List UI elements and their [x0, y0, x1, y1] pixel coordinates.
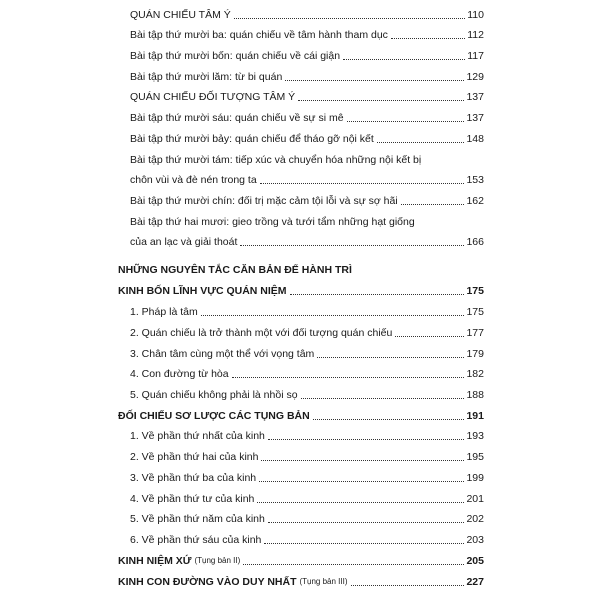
- toc-entry-text: Bài tập thứ mười lăm: từ bi quán: [130, 71, 283, 83]
- toc-entry: [118, 306, 484, 318]
- toc-page-number: 191: [466, 410, 484, 422]
- leader-dots: [261, 460, 464, 461]
- leader-dots: [268, 439, 465, 440]
- toc-section-heading: [118, 410, 484, 422]
- leader-dots: [290, 294, 465, 295]
- toc-entry: [118, 493, 484, 505]
- leader-dots: [395, 336, 464, 337]
- toc-page-number: 162: [466, 195, 484, 207]
- leader-dots: [301, 398, 465, 399]
- toc-page-number: 137: [466, 112, 484, 124]
- toc-page-number: 182: [466, 368, 484, 380]
- leader-dots: [285, 80, 464, 81]
- toc-entry-text: QUÁN CHIẾU TÂM Ý: [130, 9, 231, 21]
- toc-page-number: 195: [466, 451, 484, 463]
- toc-entry-text-line1: Bài tập thứ mười tám: tiếp xúc và chuyển hóa những nội kết bị: [130, 154, 422, 166]
- leader-dots: [313, 419, 465, 420]
- toc-heading-note: (Tụng bản III): [299, 577, 348, 586]
- toc-entry-text: 4. Về phần thứ tư của kinh: [130, 493, 255, 505]
- toc-page-number: 193: [466, 430, 484, 442]
- toc-entry-text: Bài tập thứ mười sáu: quán chiếu về sự si mê: [130, 112, 344, 124]
- toc-entry-text: 5. Về phần thứ năm của kinh: [130, 513, 265, 525]
- toc-entry-text: 4. Con đường từ hòa: [130, 368, 229, 380]
- toc-heading-text: ĐỐI CHIẾU SƠ LƯỢC CÁC TỤNG BẢN: [118, 410, 310, 422]
- toc-section-heading: [118, 576, 484, 588]
- toc-section-heading: [118, 555, 484, 567]
- toc-entry: [118, 9, 484, 21]
- toc-page-number: 175: [466, 285, 484, 297]
- toc-entry-text: Bài tập thứ mười bảy: quán chiếu để tháo gỡ nội kết: [130, 133, 374, 145]
- toc-entry-text: Bài tập thứ mười bốn: quán chiếu về cái giận: [130, 50, 341, 62]
- toc-heading-text: KINH BỐN LĨNH VỰC QUÁN NIỆM: [118, 285, 287, 297]
- toc-entry: [118, 216, 484, 248]
- leader-dots: [351, 585, 465, 586]
- leader-dots: [264, 543, 464, 544]
- toc-entry-text: QUÁN CHIẾU ĐỐI TƯỢNG TÂM Ý: [130, 91, 296, 103]
- toc-entry: [118, 133, 484, 145]
- leader-dots: [391, 38, 465, 39]
- toc-entry-text-line1: Bài tập thứ hai mươi: gieo trồng và tưới tẩm những hạt giống: [130, 216, 415, 228]
- toc-page-number: 201: [466, 493, 484, 505]
- toc-entry-text: của an lạc và giải thoát: [130, 236, 238, 248]
- toc-entry-text: Bài tập thứ mười chín: đối trị mặc cảm tội lỗi và sự sợ hãi: [130, 195, 398, 207]
- toc-entry: [118, 389, 484, 401]
- leader-dots: [232, 377, 465, 378]
- toc-entry: [118, 348, 484, 360]
- toc-page-number: 199: [466, 472, 484, 484]
- toc-entry: [118, 451, 484, 463]
- toc-entry: [118, 368, 484, 380]
- leader-dots: [401, 204, 465, 205]
- toc-entry: [118, 154, 484, 186]
- toc-entry: [118, 50, 484, 62]
- toc-page-number: 137: [466, 91, 484, 103]
- toc-section-heading: [118, 264, 484, 297]
- toc-page-number: 166: [466, 236, 484, 248]
- toc-entry: [118, 430, 484, 442]
- toc-page-number: 202: [466, 513, 484, 525]
- leader-dots: [268, 522, 465, 523]
- toc-entry: [118, 327, 484, 339]
- toc-entry: [118, 91, 484, 103]
- toc-page-number: 177: [466, 327, 484, 339]
- leader-dots: [243, 564, 464, 565]
- leader-dots: [240, 245, 464, 246]
- leader-dots: [343, 59, 465, 60]
- toc-entry: [118, 71, 484, 83]
- toc-entry: [118, 534, 484, 546]
- toc-entry-text: 1. Về phần thứ nhất của kinh: [130, 430, 265, 442]
- toc-page-number: 129: [466, 71, 484, 83]
- toc-entry-text: 3. Về phần thứ ba của kinh: [130, 472, 257, 484]
- toc-entry-text: 5. Quán chiếu không phải là nhồi sọ: [130, 389, 298, 401]
- toc-heading-note: (Tụng bản II): [194, 556, 241, 565]
- toc-page-number: 148: [466, 133, 484, 145]
- toc-entry-text: Bài tập thứ mười ba: quán chiếu về tâm hành tham dục: [130, 29, 388, 41]
- toc-heading-text: KINH NIỆM XỨ: [118, 555, 192, 567]
- toc-page-number: 110: [467, 9, 484, 21]
- toc-entry-text: chôn vùi và đè nén trong ta: [130, 174, 257, 186]
- toc-heading-text: KINH CON ĐƯỜNG VÀO DUY NHẤT: [118, 576, 297, 588]
- leader-dots: [201, 315, 465, 316]
- leader-dots: [298, 100, 464, 101]
- toc-page-number: 205: [466, 555, 484, 567]
- leader-dots: [317, 357, 464, 358]
- toc-page-number: 203: [466, 534, 484, 546]
- leader-dots: [260, 183, 465, 184]
- toc-entry: [118, 195, 484, 207]
- toc-page-number: 179: [466, 348, 484, 360]
- toc-entry-text: 6. Về phần thứ sáu của kinh: [130, 534, 262, 546]
- leader-dots: [257, 502, 464, 503]
- toc-entry: [118, 112, 484, 124]
- toc-page-number: 153: [466, 174, 484, 186]
- leader-dots: [377, 142, 465, 143]
- toc-entry: [118, 472, 484, 484]
- toc-entry-text: 3. Chân tâm cùng một thể với vọng tâm: [130, 348, 315, 360]
- leader-dots: [347, 121, 465, 122]
- toc-page-number: 227: [466, 576, 484, 588]
- toc-page-number: 117: [467, 50, 484, 62]
- toc-entry-text: 2. Quán chiếu là trở thành một với đối tượng quán chiếu: [130, 327, 393, 339]
- toc-page-number: 112: [467, 29, 484, 41]
- leader-dots: [234, 18, 466, 19]
- toc-heading-line1: NHỮNG NGUYÊN TẮC CĂN BẢN ĐỂ HÀNH TRÌ: [118, 264, 352, 276]
- toc-entry: [118, 29, 484, 41]
- toc-page-number: 175: [466, 306, 484, 318]
- toc-entry-text: 2. Về phần thứ hai của kinh: [130, 451, 259, 463]
- toc-page-number: 188: [466, 389, 484, 401]
- leader-dots: [259, 481, 464, 482]
- toc-entry: [118, 513, 484, 525]
- toc-entry-text: 1. Pháp là tâm: [130, 306, 198, 318]
